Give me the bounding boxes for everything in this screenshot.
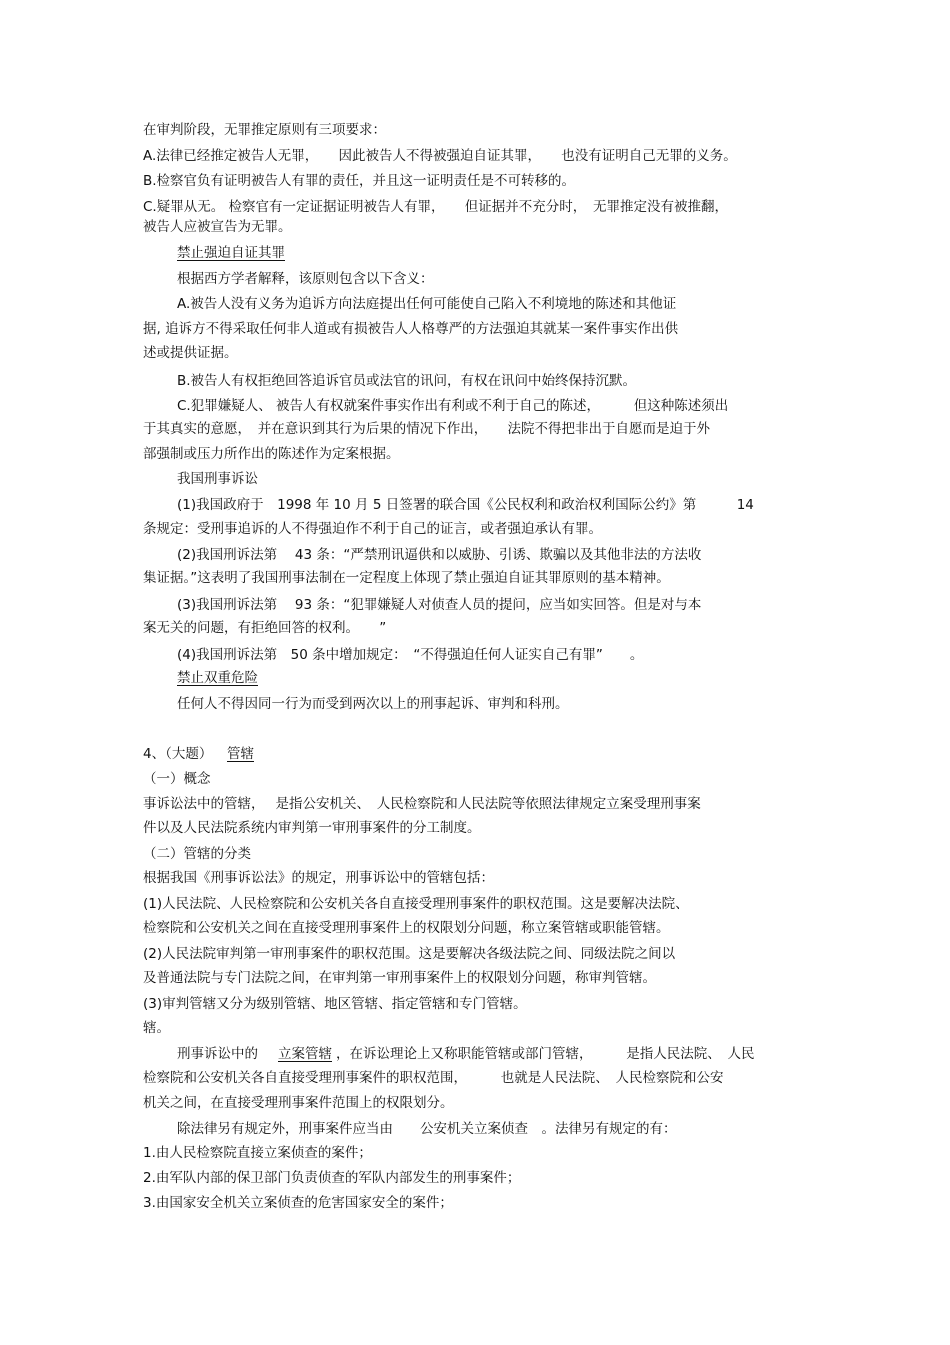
text-line: 述或提供证据。: [143, 345, 238, 361]
subsection-heading: （一）概念: [143, 771, 211, 787]
text-line: 条规定：受刑事追诉的人不得强迫作不利于自己的证言，或者强迫承认有罪。: [143, 521, 602, 537]
text-line: 件以及人民法院系统内审判第一审刑事案件的分工制度。: [143, 820, 481, 836]
text-line: 部强制或压力所作出的陈述作为定案根据。: [143, 446, 400, 462]
text-line: 案无关的问题，有拒绝回答的权利。 ”: [143, 620, 387, 636]
list-item: 1.由人民检察院直接立案侦查的案件；: [143, 1145, 372, 1161]
text-line: 集证据。”这表明了我国刑事法制在一定程度上体现了禁止强迫自证其罪原则的基本精神。: [143, 570, 670, 586]
text-line: (4)我国刑诉法第 50 条中增加规定： “不得强迫任何人证实自己有罪” 。: [177, 647, 644, 663]
text-line: ，在诉讼理论上又称职能管辖或部门管辖， 是指人民法院、 人民: [336, 1046, 755, 1062]
text-line: 于其真实的意愿， 并在意识到其行为后果的情况下作出， 法院不得把非出于自愿而是迫于外: [143, 421, 710, 437]
text-line: 检察院和公安机关各自直接受理刑事案件的职权范围， 也就是人民法院、 人民检察院和公安: [143, 1070, 724, 1086]
text-line: (1)我国政府于 1998 年 10 月 5 日签署的联合国《公民权利和政治权利国际公约》第 14: [177, 497, 754, 513]
text-line: C.犯罪嫌疑人、 被告人有权就案件事实作出有利或不利于自己的陈述， 但这种陈述须出: [177, 398, 729, 414]
list-item: 2.由军队内部的保卫部门负责侦查的军队内部发生的刑事案件；: [143, 1170, 521, 1186]
section-heading: 禁止强迫自证其罪: [177, 245, 285, 261]
text-line: 辖。: [143, 1020, 170, 1036]
question-number: 4、（大题）: [143, 746, 213, 762]
text-line: 在审判阶段，无罪推定原则有三项要求：: [143, 122, 386, 138]
text-line: A.法律已经推定被告人无罪， 因此被告人不得被强迫自证其罪， 也没有证明自己无罪的义务。: [143, 148, 737, 164]
text-line: 事诉讼法中的管辖， 是指公安机关、 人民检察院和人民法院等依照法律规定立案受理刑事案: [143, 796, 701, 812]
text-line: 刑事诉讼中的: [177, 1046, 258, 1062]
text-line: 被告人应被宣告为无罪。: [143, 219, 292, 235]
list-item: 3.由国家安全机关立案侦查的危害国家安全的案件；: [143, 1195, 453, 1211]
term-underlined: 立案管辖: [278, 1046, 332, 1062]
text-line: C.疑罪从无。 检察官有一定证据证明被告人有罪， 但证据并不充分时， 无罪推定没有被推翻，: [143, 199, 729, 215]
text-line: (1)人民法院、人民检察院和公安机关各自直接受理刑事案件的职权范围。这是要解决法院、: [143, 896, 689, 912]
text-line: 根据我国《刑事诉讼法》的规定，刑事诉讼中的管辖包括：: [143, 870, 494, 886]
text-line: (2)我国刑诉法第 43 条：“严禁刑讯逼供和以威胁、引诱、欺骗以及其他非法的方法收: [177, 547, 702, 563]
text-line: 及普通法院与专门法院之间，在审判第一审刑事案件上的权限划分问题，称审判管辖。: [143, 970, 656, 986]
text-line: B.被告人有权拒绝回答追诉官员或法官的讯问，有权在讯问中始终保持沉默。: [177, 373, 637, 389]
text-line: 根据西方学者解释，该原则包含以下含义：: [177, 271, 434, 287]
text-line: 任何人不得因同一行为而受到两次以上的刑事起诉、审判和科刑。: [177, 696, 569, 712]
text-line: (3)审判管辖又分为级别管辖、地区管辖、指定管辖和专门管辖。: [143, 996, 527, 1012]
text-line: 机关之间，在直接受理刑事案件范围上的权限划分。: [143, 1095, 454, 1111]
section-heading: 管辖: [227, 746, 254, 762]
text-line: (2)人民法院审判第一审刑事案件的职权范围。这是要解决各级法院之间、同级法院之间以: [143, 946, 676, 962]
text-line: (3)我国刑诉法第 93 条：“犯罪嫌疑人对侦查人员的提问，应当如实回答。但是对与本: [177, 597, 702, 613]
subsection-heading: （二）管辖的分类: [143, 846, 251, 862]
text-line: 我国刑事诉讼: [177, 471, 258, 487]
text-line: B.检察官负有证明被告人有罪的责任，并且这一证明责任是不可转移的。: [143, 173, 576, 189]
text-line: A.被告人没有义务为追诉方向法庭提出任何可能使自己陷入不利境地的陈述和其他证: [177, 296, 677, 312]
text-line: 除法律另有规定外，刑事案件应当由 公安机关立案侦查 。法律另有规定的有：: [177, 1121, 677, 1137]
text-line: 检察院和公安机关之间在直接受理刑事案件上的权限划分问题，称立案管辖或职能管辖。: [143, 920, 670, 936]
text-line: 据, 追诉方不得采取任何非人道或有损被告人人格尊严的方法强迫其就某一案件事实作出供: [143, 321, 679, 337]
section-heading: 禁止双重危险: [177, 670, 258, 686]
